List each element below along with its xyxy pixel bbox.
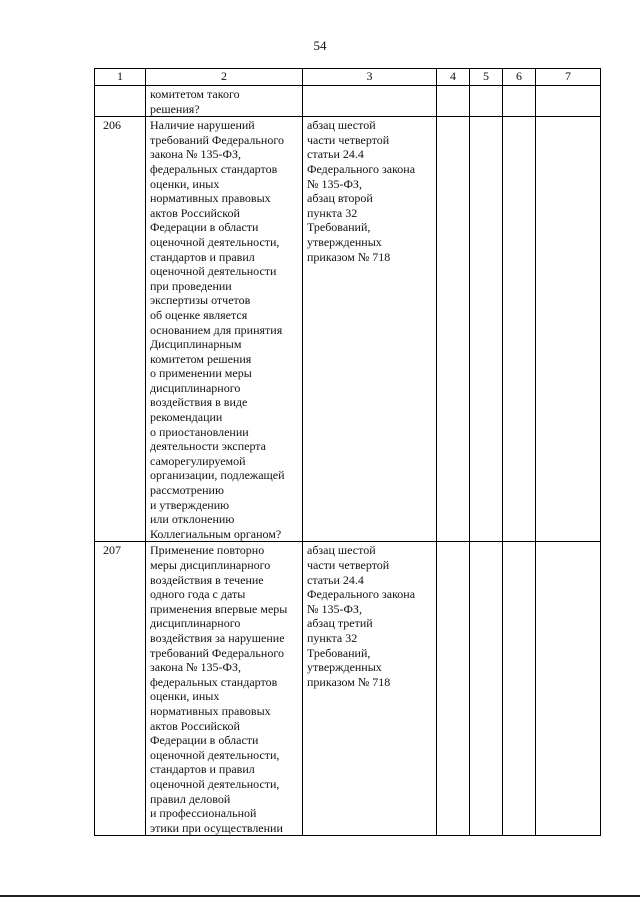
legal-basis-line: Требований, <box>307 220 371 235</box>
legal-basis-cell <box>303 86 437 117</box>
question-text-line: нормативных правовых <box>150 191 271 206</box>
legal-basis-line: утвержденных <box>307 660 382 675</box>
question-text-line: оценочной деятельности, <box>150 234 280 249</box>
question-text-line: применения впервые меры <box>150 601 288 616</box>
empty-answer-cell <box>536 86 601 117</box>
question-text-line: комитетом решения <box>150 351 252 366</box>
legal-basis-cell <box>303 117 437 542</box>
legal-basis-line: № 135-ФЗ, <box>307 176 362 191</box>
legal-basis-line: части четвертой <box>307 558 390 572</box>
row-number-cell <box>95 86 146 117</box>
question-text-line: саморегулируемой <box>150 453 246 468</box>
legal-basis-line: статьи 24.4 <box>307 147 364 162</box>
page-number: 54 <box>313 38 327 53</box>
legal-basis-line: абзац третий <box>307 616 373 631</box>
row-number: 207 <box>103 543 121 558</box>
legal-basis-line: статьи 24.4 <box>307 572 364 587</box>
question-text-line: Федерации в области <box>150 733 259 748</box>
legal-basis-line: пункта 32 <box>307 205 358 220</box>
question-text-line: решения? <box>150 101 200 116</box>
empty-answer-cell <box>503 86 536 117</box>
legal-basis-line: Федерального закона <box>307 587 416 602</box>
question-cell <box>146 542 303 836</box>
empty-answer-cell <box>437 117 470 542</box>
row-number-cell <box>95 542 146 836</box>
question-text-line: Коллегиальным органом? <box>150 526 282 541</box>
question-text-line: актов Российской <box>150 718 240 733</box>
question-text-line: одного года с даты <box>150 587 246 602</box>
question-text-line: экспертизы отчетов <box>150 293 251 308</box>
legal-basis-line: абзац шестой <box>307 543 376 558</box>
legal-basis-line: абзац шестой <box>307 118 376 133</box>
legal-basis-line: № 135-ФЗ, <box>307 601 362 616</box>
empty-answer-cell <box>503 117 536 542</box>
question-text-line: правил деловой <box>150 791 231 806</box>
empty-answer-cell <box>470 542 503 836</box>
empty-answer-cell <box>503 542 536 836</box>
question-text-line: актов Российской <box>150 205 240 220</box>
row-number: 206 <box>103 118 121 133</box>
empty-answer-cell <box>536 117 601 542</box>
question-text-line: воздействия в течение <box>150 572 264 587</box>
question-text-line: дисциплинарного <box>150 380 241 395</box>
question-text-line: федеральных стандартов <box>150 161 278 176</box>
column-header: 3 <box>303 69 437 86</box>
column-header: 7 <box>536 69 601 86</box>
question-text-line: о применении меры <box>150 366 252 381</box>
question-text-line: деятельности эксперта <box>150 439 267 454</box>
legal-basis-cell <box>303 542 437 836</box>
question-text-line: о приостановлении <box>150 424 249 439</box>
legal-basis-line: приказом № 718 <box>307 674 391 689</box>
question-text-line: этики при осуществлении <box>150 820 283 835</box>
question-text-line: требований Федерального <box>150 132 284 147</box>
question-text-line: меры дисциплинарного <box>150 558 271 572</box>
question-text-line: рекомендации <box>150 410 223 425</box>
question-text-line: комитетом такого <box>150 87 240 101</box>
empty-answer-cell <box>437 86 470 117</box>
question-text-line: и утверждению <box>150 497 230 512</box>
column-header: 6 <box>503 69 536 86</box>
column-header: 1 <box>95 69 146 86</box>
empty-answer-cell <box>470 117 503 542</box>
question-text-line: закона № 135-ФЗ, <box>150 147 241 162</box>
question-text-line: требований Федерального <box>150 645 284 660</box>
question-text-line: дисциплинарного <box>150 616 241 631</box>
checklist-table <box>94 68 601 836</box>
question-text-line: Применение повторно <box>150 543 265 558</box>
question-text-line: закона № 135-ФЗ, <box>150 660 241 675</box>
question-text-line: Дисциплинарным <box>150 337 242 352</box>
question-text-line: оценочной деятельности <box>150 264 277 279</box>
question-text-line: оценочной деятельности, <box>150 776 280 791</box>
question-text-line: Федерации в области <box>150 220 259 235</box>
question-text-line: оценки, иных <box>150 689 220 704</box>
question-text-line: или отклонению <box>150 512 235 527</box>
legal-basis-line: пункта 32 <box>307 630 358 645</box>
question-text-line: стандартов и правил <box>150 762 255 777</box>
legal-basis-line: Требований, <box>307 645 371 660</box>
column-header: 2 <box>146 69 303 86</box>
legal-basis-line: абзац второй <box>307 191 373 206</box>
question-text-line: оценочной деятельности, <box>150 747 280 762</box>
question-text-line: и профессиональной <box>150 806 257 821</box>
row-number-cell <box>95 117 146 542</box>
legal-basis-line: утвержденных <box>307 234 382 249</box>
empty-answer-cell <box>470 86 503 117</box>
legal-basis-line: Федерального закона <box>307 161 416 176</box>
table-row <box>95 542 601 836</box>
empty-answer-cell <box>536 542 601 836</box>
table-row <box>95 117 601 542</box>
question-text-line: стандартов и правил <box>150 249 255 264</box>
question-text-line: воздействия за нарушение <box>150 630 285 645</box>
question-text-line: нормативных правовых <box>150 703 271 718</box>
question-text-line: основанием для принятия <box>150 322 283 337</box>
table-row <box>95 86 601 117</box>
question-text-line: оценки, иных <box>150 176 220 191</box>
question-text-line: рассмотрению <box>150 483 224 498</box>
column-header: 5 <box>470 69 503 86</box>
row-number <box>95 86 145 87</box>
question-cell <box>146 117 303 542</box>
question-cell <box>146 86 303 117</box>
question-text-line: федеральных стандартов <box>150 674 278 689</box>
empty-answer-cell <box>437 542 470 836</box>
question-text-line: Наличие нарушений <box>150 118 255 133</box>
question-text-line: при проведении <box>150 278 232 293</box>
legal-basis-line: приказом № 718 <box>307 249 391 264</box>
legal-basis-line: части четвертой <box>307 132 390 147</box>
question-text-line: воздействия в виде <box>150 395 248 410</box>
header-row <box>95 69 601 86</box>
table-body <box>95 86 601 836</box>
column-header: 4 <box>437 69 470 86</box>
question-text-line: организации, подлежащей <box>150 468 285 483</box>
question-text-line: об оценке является <box>150 307 248 322</box>
